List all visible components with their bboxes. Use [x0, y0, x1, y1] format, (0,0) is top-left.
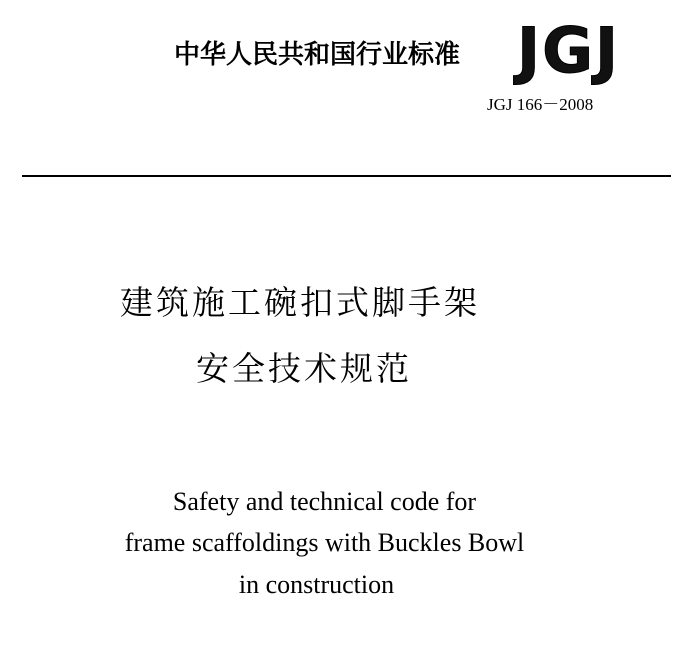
standard-code-number: JGJ 166－2008 [487, 95, 594, 114]
standard-category-title: 中华人民共和国行业标准 [174, 40, 461, 70]
header-divider [22, 175, 671, 177]
jgj-logo [517, 14, 655, 88]
chinese-title-line-1: 建筑施工碗扣式脚手架 [120, 283, 480, 322]
english-title-line-2: frame scaffoldings with Buckles Bowl [124, 528, 525, 557]
logo-letter-g: G [542, 14, 591, 88]
english-title-line-3: in construction [238, 570, 395, 599]
english-title-line-1: Safety and technical code for [172, 487, 477, 516]
logo-letter-j1: J [517, 14, 539, 88]
chinese-title-line-2: 安全技术规范 [196, 349, 412, 388]
logo-letter-j2: J [594, 14, 617, 88]
